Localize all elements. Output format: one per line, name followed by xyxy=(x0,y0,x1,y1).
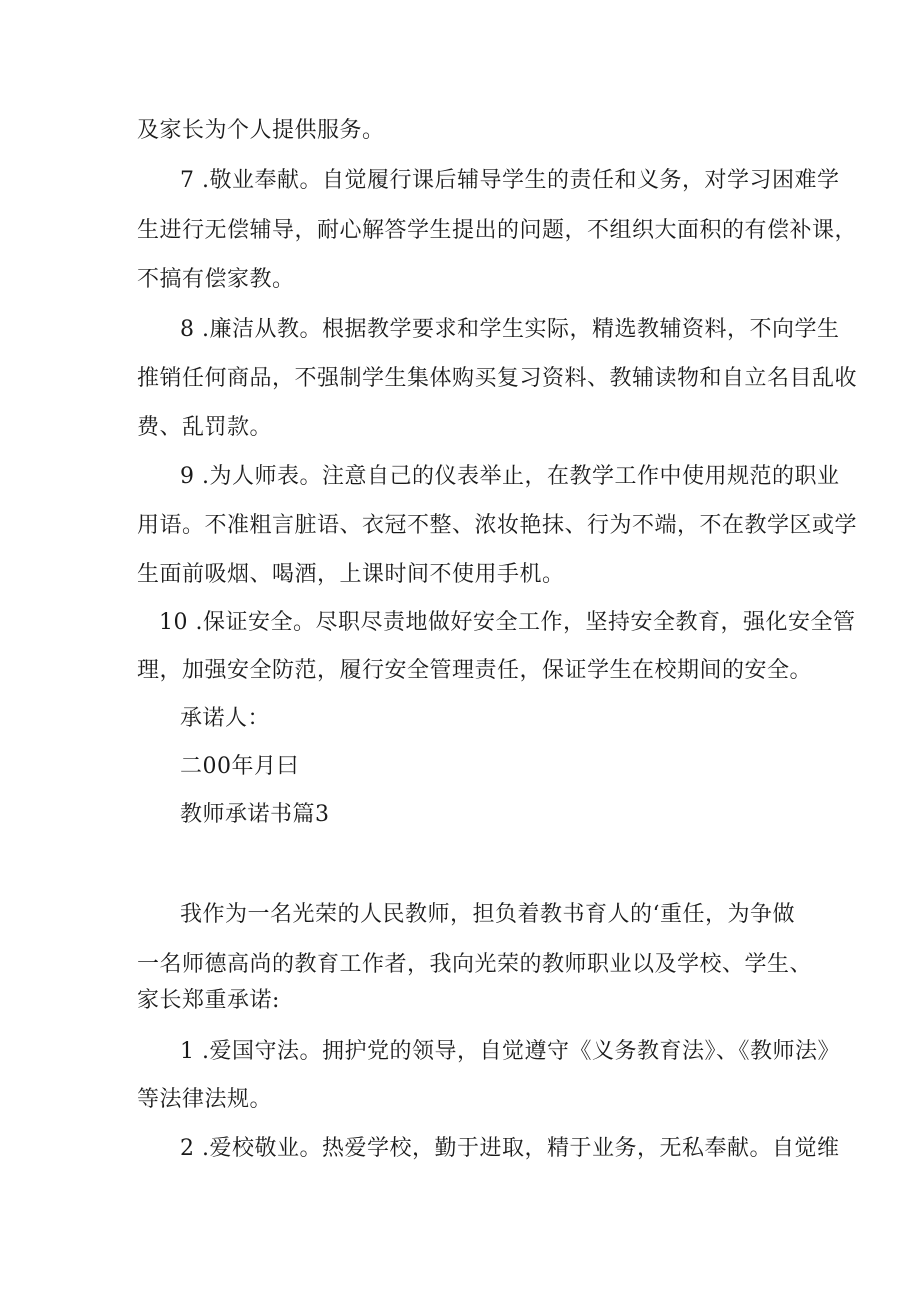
text-line: 我作为一名光荣的人民教师，担负着教书育人的‘重任，为争做 xyxy=(180,902,795,927)
date-line: 二00年月曰 xyxy=(180,754,299,779)
signature-label: 承诺人： xyxy=(180,706,271,731)
text-line: 生进行无偿辅导，耐心解答学生提出的问题，不组织大面积的有偿补课， xyxy=(137,218,858,243)
text-line: 家长郑重承诺: xyxy=(137,988,280,1013)
text-line: 费、乱罚款。 xyxy=(137,415,273,440)
text-line: 不搞有偿家教。 xyxy=(137,267,295,292)
text-line: 1 .爱国守法。拥护党的领导，自觉遵守《义务教育法》、《教师法》 xyxy=(180,1039,840,1064)
text-line: 理，加强安全防范，履行安全管理责任，保证学生在校期间的安全。 xyxy=(137,658,813,683)
text-line: 生面前吸烟、喝酒，上课时间不使用手机。 xyxy=(137,562,565,587)
text-line: 及家长为个人提供服务。 xyxy=(137,118,385,143)
text-line: 用语。不准粗言脏语、衣冠不整、浓妆艳抹、行为不端，不在教学区或学 xyxy=(137,513,858,538)
text-line: 一名师德高尚的教育工作者，我向光荣的教师职业以及学校、学生、 xyxy=(137,952,813,977)
text-line: 7 .敬业奉献。自觉履行课后辅导学生的责任和义务，对学习困难学 xyxy=(180,168,840,193)
text-line: 8 .廉洁从教。根据教学要求和学生实际，精选教辅资料，不向学生 xyxy=(180,317,840,342)
text-line: 等法律法规。 xyxy=(137,1087,273,1112)
text-line: 10 .保证安全。尽职尽责地做好安全工作，坚持安全教育，强化安全管 xyxy=(159,610,856,635)
text-line: 推销任何商品，不强制学生集体购买复习资料、教辅读物和自立名目乱收 xyxy=(137,366,858,391)
text-line: 2 .爱校敬业。热爱学校，勤于进取，精于业务，无私奉献。自觉维 xyxy=(180,1136,840,1161)
text-line: 9 .为人师表。注意自己的仪表举止，在教学工作中使用规范的职业 xyxy=(180,464,840,489)
section-title: 教师承诺书篇3 xyxy=(180,802,330,827)
